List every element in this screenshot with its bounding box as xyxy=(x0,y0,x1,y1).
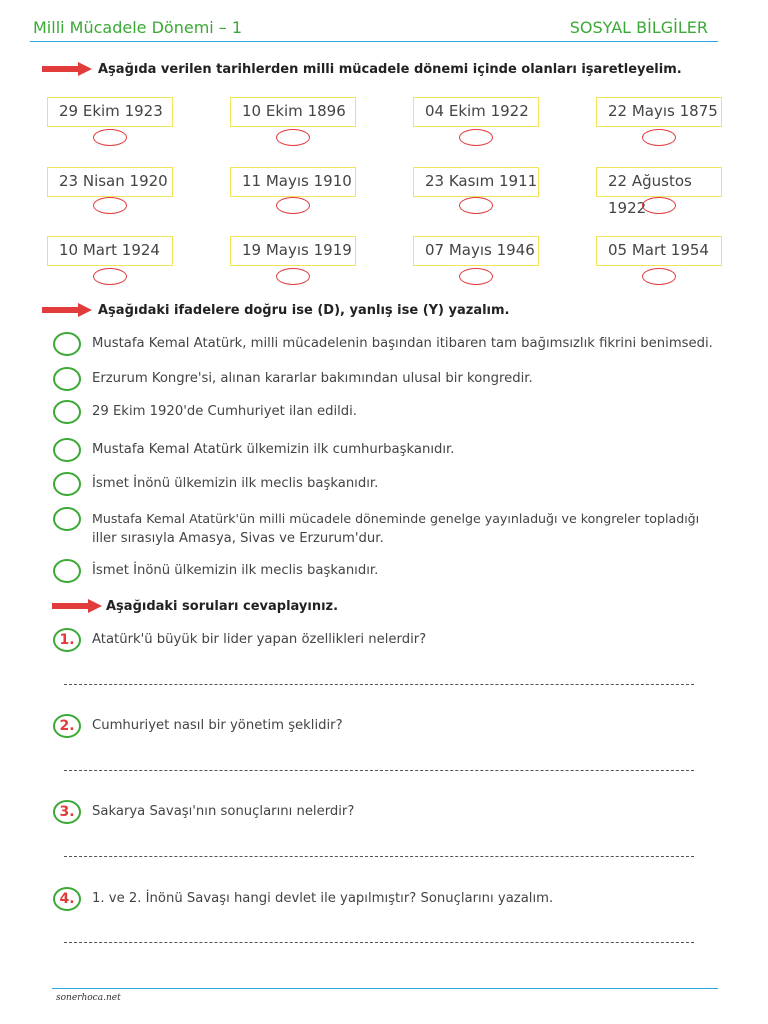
date-box: 23 Kasım 1911 xyxy=(413,167,539,197)
subject-label: SOSYAL BİLGİLER xyxy=(569,18,708,37)
section3-instruction: Aşağıdaki soruları cevaplayınız. xyxy=(106,599,339,614)
question-number: 2. xyxy=(59,718,75,734)
arrow-right-icon xyxy=(52,598,102,614)
date-box: 07 Mayıs 1946 xyxy=(413,236,539,266)
worksheet-title: Milli Mücadele Dönemi – 1 xyxy=(33,18,243,37)
date-box: 05 Mart 1954 xyxy=(596,236,722,266)
date-box: 29 Ekim 1923 xyxy=(47,97,173,127)
question-text: Atatürk'ü büyük bir lider yapan özellikleri nelerdir? xyxy=(92,632,427,647)
question-number: 1. xyxy=(59,632,75,648)
arrow-right-icon xyxy=(42,302,92,318)
statement-text: Mustafa Kemal Atatürk, milli mücadelenin başından itibaren tam bağımsızlık fikrini benimsedi. xyxy=(92,336,713,351)
date-box: 22 Ağustos 1922 xyxy=(596,167,722,197)
date-box: 19 Mayıs 1919 xyxy=(230,236,356,266)
date-box: 22 Mayıs 1875 xyxy=(596,97,722,127)
section1-instruction: Aşağıda verilen tarihlerden milli mücadele dönemi içinde olanları işaretleyelim. xyxy=(98,62,682,77)
answer-circle-icon[interactable] xyxy=(52,399,82,425)
answer-circle-icon[interactable] xyxy=(52,471,82,497)
mark-oval[interactable] xyxy=(459,268,493,285)
mark-oval[interactable] xyxy=(276,129,310,146)
answer-line[interactable] xyxy=(64,942,694,943)
answer-line[interactable] xyxy=(64,770,694,771)
mark-oval[interactable] xyxy=(459,197,493,214)
question-number-badge xyxy=(52,799,82,825)
statement-text: Erzurum Kongre'si, alınan kararlar bakımından ulusal bir kongredir. xyxy=(92,371,533,386)
footer-site: sonerhoca.net xyxy=(56,993,121,1003)
header-divider xyxy=(30,41,718,42)
date-box: 10 Mart 1924 xyxy=(47,236,173,266)
date-box: 23 Nisan 1920 xyxy=(47,167,173,197)
statement-text: İsmet İnönü ülkemizin ilk meclis başkanıdır. xyxy=(92,476,379,491)
answer-circle-icon[interactable] xyxy=(52,506,82,532)
mark-oval[interactable] xyxy=(93,129,127,146)
statement-text: 29 Ekim 1920'de Cumhuriyet ilan edildi. xyxy=(92,404,357,419)
arrow-right-icon xyxy=(42,61,92,77)
mark-oval[interactable] xyxy=(93,197,127,214)
answer-line[interactable] xyxy=(64,856,694,857)
mark-oval[interactable] xyxy=(642,197,676,214)
question-text: Cumhuriyet nasıl bir yönetim şeklidir? xyxy=(92,718,343,733)
question-number-badge xyxy=(52,886,82,912)
question-text: 1. ve 2. İnönü Savaşı hangi devlet ile yapılmıştır? Sonuçlarını yazalım. xyxy=(92,891,554,906)
statement-text-continued: iller sırasıyla Amasya, Sivas ve Erzurum'dur. xyxy=(92,531,384,546)
date-box: 10 Ekim 1896 xyxy=(230,97,356,127)
question-number-badge xyxy=(52,627,82,653)
mark-oval[interactable] xyxy=(276,197,310,214)
mark-oval[interactable] xyxy=(276,268,310,285)
date-box: 11 Mayıs 1910 xyxy=(230,167,356,197)
mark-oval[interactable] xyxy=(642,129,676,146)
answer-circle-icon[interactable] xyxy=(52,366,82,392)
question-text: Sakarya Savaşı'nın sonuçlarını nelerdir? xyxy=(92,804,355,819)
question-number: 4. xyxy=(59,891,75,907)
question-number-badge xyxy=(52,713,82,739)
statement-text: İsmet İnönü ülkemizin ilk meclis başkanıdır. xyxy=(92,563,379,578)
footer-divider xyxy=(52,988,718,989)
statement-text: Mustafa Kemal Atatürk'ün milli mücadele döneminde genelge yayınladuğı ve kongreler topladığı xyxy=(92,511,700,526)
answer-line[interactable] xyxy=(64,684,694,685)
answer-circle-icon[interactable] xyxy=(52,437,82,463)
section2-instruction: Aşağıdaki ifadelere doğru ise (D), yanlış ise (Y) yazalım. xyxy=(98,303,510,318)
answer-circle-icon[interactable] xyxy=(52,558,82,584)
question-number: 3. xyxy=(59,804,75,820)
statement-text: Mustafa Kemal Atatürk ülkemizin ilk cumhurbaşkanıdır. xyxy=(92,442,455,457)
mark-oval[interactable] xyxy=(642,268,676,285)
date-box: 04 Ekim 1922 xyxy=(413,97,539,127)
mark-oval[interactable] xyxy=(459,129,493,146)
mark-oval[interactable] xyxy=(93,268,127,285)
answer-circle-icon[interactable] xyxy=(52,331,82,357)
